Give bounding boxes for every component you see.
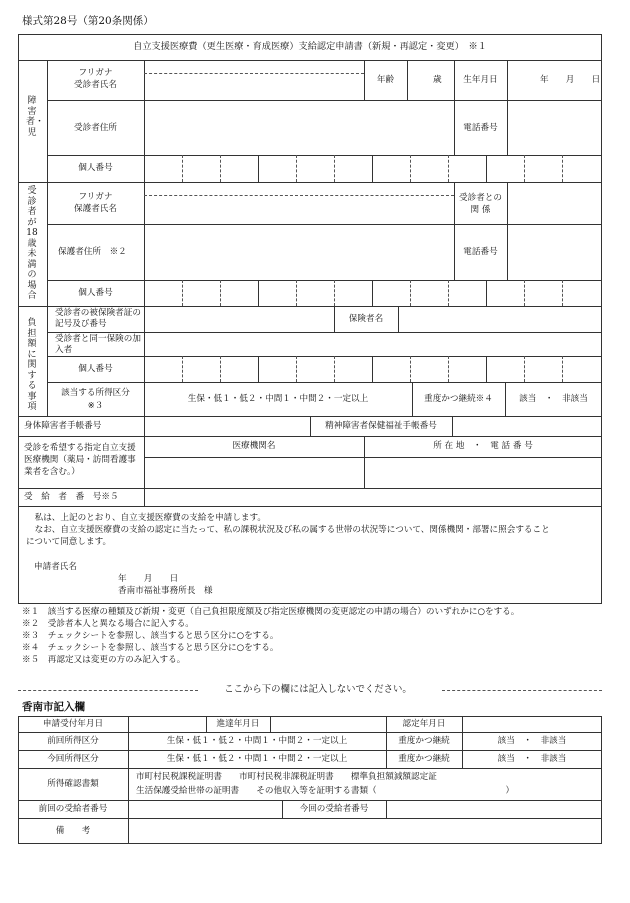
guardian-mynumber-label: 個人番号 (78, 288, 113, 298)
patient-phone-label: 電話番号 (463, 123, 498, 133)
guardian-furigana-label: フリガナ (78, 192, 113, 202)
docs-line2[interactable]: 生活保護受給世帯の証明書 その他収入等を証明する書類（ ） (136, 786, 515, 796)
forwarded-date-label: 進達年月日 (216, 719, 260, 729)
income-options[interactable]: 生保・低１・低２・中間１・中間２・一定以上 (187, 394, 369, 404)
severe-options[interactable]: 該当 ・ 非該当 (519, 394, 588, 404)
age-unit: 歳 (433, 75, 442, 85)
prev-severe-options[interactable]: 該当 ・ 非該当 (497, 736, 567, 746)
current-income-options[interactable]: 生保・低１・低２・中間１・中間２・一定以上 (166, 754, 348, 764)
prev-income-options[interactable]: 生保・低１・低２・中間１・中間２・一定以上 (166, 736, 348, 746)
remarks-label: 備 考 (55, 826, 91, 836)
patient-mynumber-label: 個人番号 (78, 163, 113, 173)
office-title: 香南市記入欄 (22, 701, 85, 713)
note-1: ※１ 該当する医療の種類及び新規・変更（自己負担限度額及び指定医療機関の変更認定の申請の場合）のいずれかに○をする。 (22, 607, 520, 617)
same-insurance-label: 受診者と同一保険の加入者 (55, 334, 141, 355)
declaration-line2: なお、自立支援医療費の支給の認定に当たって、私の課税状況及び私の属する世帯の状況等について、関係機関・部署に照会すること (26, 525, 550, 535)
prev-severe-label: 重度かつ継続 (398, 736, 450, 746)
declaration-line1: 私は、上記のとおり、自立支援医療費の支給を申請します。 (26, 513, 266, 523)
income-label: 該当する所得区分 (61, 388, 130, 398)
note-5: ※５ 再認定又は変更の方のみ記入する。 (22, 655, 186, 665)
guardian-name-label: 保護者氏名 (74, 204, 117, 214)
current-recipient-label: 今回の受給者番号 (299, 804, 369, 814)
burden-side-label: 負担額に関する事項 (27, 318, 37, 412)
insured-label: 受診者の被保険者証の記号及び番号 (55, 308, 141, 329)
patient-address-label: 受診者住所 (74, 123, 117, 133)
declaration-line3: について同意します。 (26, 537, 112, 547)
patient-name-field[interactable] (144, 61, 364, 100)
birth-format: 年 月 日 (540, 75, 601, 85)
institution-label: 受診を希望する指定自立支援医療機関（薬局・訪問看護事業者を含む。） (24, 443, 136, 477)
guardian-phone-label: 電話番号 (463, 247, 498, 257)
recipient-number-label: 受 給 者 番 号※５ (24, 492, 119, 502)
institution-name-header: 医療機関名 (232, 441, 276, 451)
form-title: 自立支援医療費（更生医療・育成医療）支給認定申請書（新規・再認定・変更） ※１ (133, 41, 487, 52)
income-note: ※３ (87, 401, 104, 411)
note-3: ※３ チェックシートを参照し、該当すると思う区分に○をする。 (22, 631, 279, 641)
docs-label: 所得確認書類 (47, 779, 99, 789)
addressee: 香南市福祉事務所長 様 (118, 586, 213, 596)
prev-income-label: 前回所得区分 (47, 736, 99, 746)
separator-left (18, 690, 198, 691)
separator-right (442, 690, 602, 691)
severe-label: 重度かつ継続※４ (424, 394, 493, 404)
current-severe-options[interactable]: 該当 ・ 非該当 (497, 754, 567, 764)
guardian-relation-label: 受診者との 関 係 (459, 193, 502, 215)
current-income-label: 今回所得区分 (47, 754, 99, 764)
insurer-label: 保険者名 (348, 314, 384, 324)
applicant-label: 申請者氏名 (34, 562, 77, 572)
institution-address-header: 所 在 地 ・ 電 話 番 号 (433, 441, 533, 451)
patient-name-label: 受診者氏名 (74, 80, 117, 90)
prev-recipient-label: 前回の受給者番号 (38, 804, 108, 814)
received-date-label: 申請受付年月日 (42, 719, 104, 729)
note-2: ※２ 受診者本人と異なる場合に記入する。 (22, 619, 194, 629)
physical-handbook-label: 身体障害者手帳番号 (24, 421, 102, 431)
form-number: 様式第28号（第20条関係） (22, 15, 154, 27)
patient-furigana-label: フリガナ (78, 68, 113, 78)
patient-side-label: 障害者・児 (26, 96, 45, 138)
patient-address-field[interactable] (144, 101, 454, 155)
birth-label: 生年月日 (463, 75, 498, 85)
guardian-address-label: 保護者住所 ※２ (58, 247, 127, 257)
approved-date-label: 認定年月日 (402, 719, 446, 729)
mental-handbook-label: 精神障害者保健福祉手帳番号 (325, 421, 437, 431)
docs-line1[interactable]: 市町村民税課税証明書 市町村民税非課税証明書 標準負担額減額認定証 (136, 772, 437, 782)
burden-mynumber-label: 個人番号 (78, 364, 113, 374)
current-severe-label: 重度かつ継続 (398, 754, 450, 764)
age-label: 年齢 (376, 75, 395, 85)
guardian-side-label: 受診者が18歳未満の場合 (26, 186, 38, 301)
note-4: ※４ チェックシートを参照し、該当すると思う区分に○をする。 (22, 643, 279, 653)
declaration-date: 年 月 日 (118, 574, 179, 584)
separator-text: ここから下の欄には記入しないでください。 (224, 684, 412, 695)
